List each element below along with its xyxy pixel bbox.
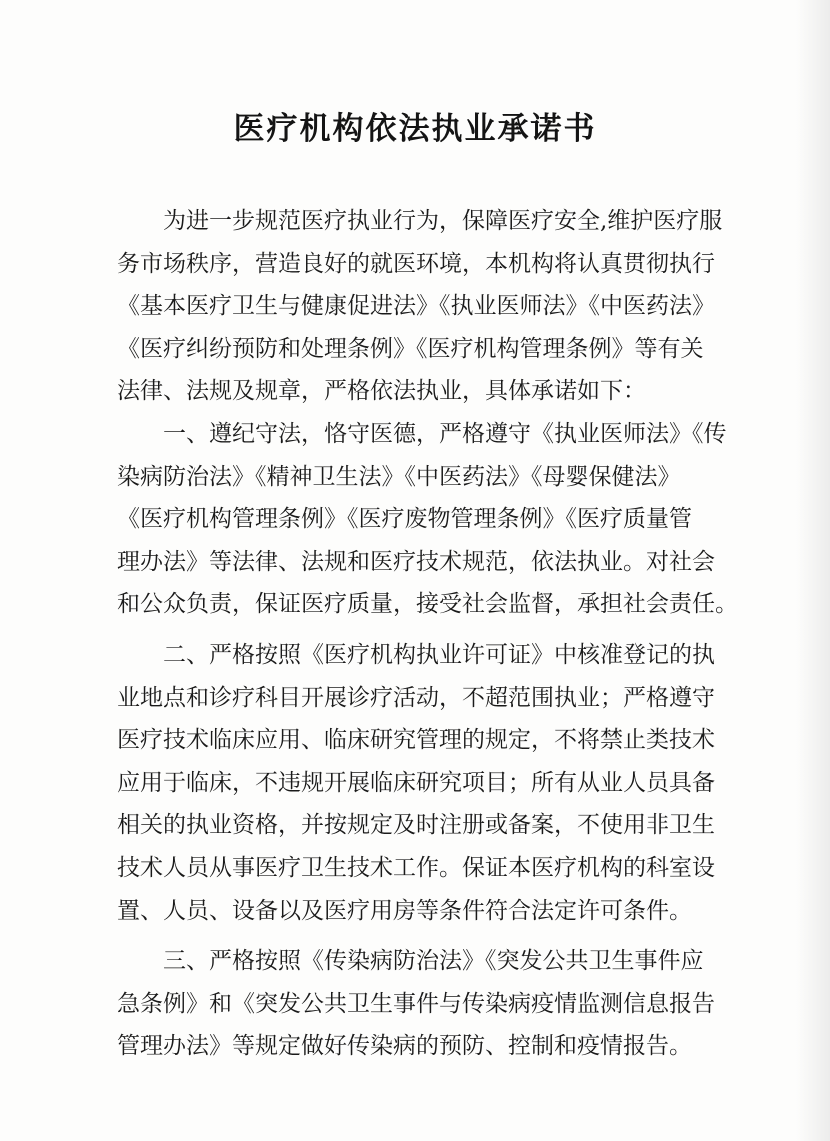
text-line: 务市场秩序，营造良好的就医环境，本机构将认真贯彻执行 — [117, 250, 715, 277]
text-line: 为进一步规范医疗执业行为，保障医疗安全,维护医疗服 — [163, 208, 723, 234]
text-line: 管理办法》等规定做好传染病的预防、控制和疫情报告。 — [117, 1033, 692, 1060]
text-line: 理办法》等法律、法规和医疗技术规范，依法执业。对社会 — [117, 548, 715, 575]
text-line: 《医疗纠纷预防和处理条例》《医疗机构管理条例》等有关 — [117, 335, 704, 362]
document-title: 医疗机构依法执业承诺书 — [233, 111, 597, 147]
text-line: 《医疗机构管理条例》《医疗废物管理条例》《医疗质量管 — [117, 506, 692, 533]
text-line: 《基本医疗卫生与健康促进法》《执业医师法》《中医药法》 — [117, 293, 715, 320]
text-line: 和公众负责，保证医疗质量，接受社会监督，承担社会责任。 — [117, 591, 738, 618]
document-body — [117, 200, 738, 1076]
commitment-paragraph-2 — [117, 634, 715, 932]
text-line: 业地点和诊疗科目开展诊疗活动，不超范围执业；严格遵守 — [117, 684, 715, 711]
text-line: 二、严格按照《医疗机构执业许可证》中核准登记的执 — [163, 641, 715, 668]
text-line: 三、严格按照《传染病防治法》《突发公共卫生事件应 — [163, 948, 704, 975]
text-line: 法律、法规及规章，严格依法执业，具体承诺如下： — [117, 378, 646, 405]
commitment-paragraph-1 — [117, 413, 738, 626]
text-line: 置、人员、设备以及医疗用房等条件符合法定许可条件。 — [117, 897, 692, 924]
commitment-paragraph-3 — [117, 940, 715, 1068]
text-line: 技术人员从事医疗卫生技术工作。保证本医疗机构的科室设 — [117, 854, 715, 881]
text-line: 一、遵纪守法，恪守医德，严格遵守《执业医师法》《传 — [163, 420, 727, 447]
text-line: 相关的执业资格，并按规定及时注册或备案，不使用非卫生 — [117, 812, 715, 839]
text-line: 应用于临床，不违规开展临床研究项目；所有从业人员具备 — [117, 769, 715, 796]
text-line: 医疗技术临床应用、临床研究管理的规定，不将禁止类技术 — [117, 727, 715, 754]
intro-paragraph — [117, 200, 723, 413]
text-line: 急条例》和《突发公共卫生事件与传染病疫情监测信息报告 — [117, 990, 715, 1017]
text-line: 染病防治法》《精神卫生法》《中医药法》《母婴保健法》 — [117, 463, 681, 490]
